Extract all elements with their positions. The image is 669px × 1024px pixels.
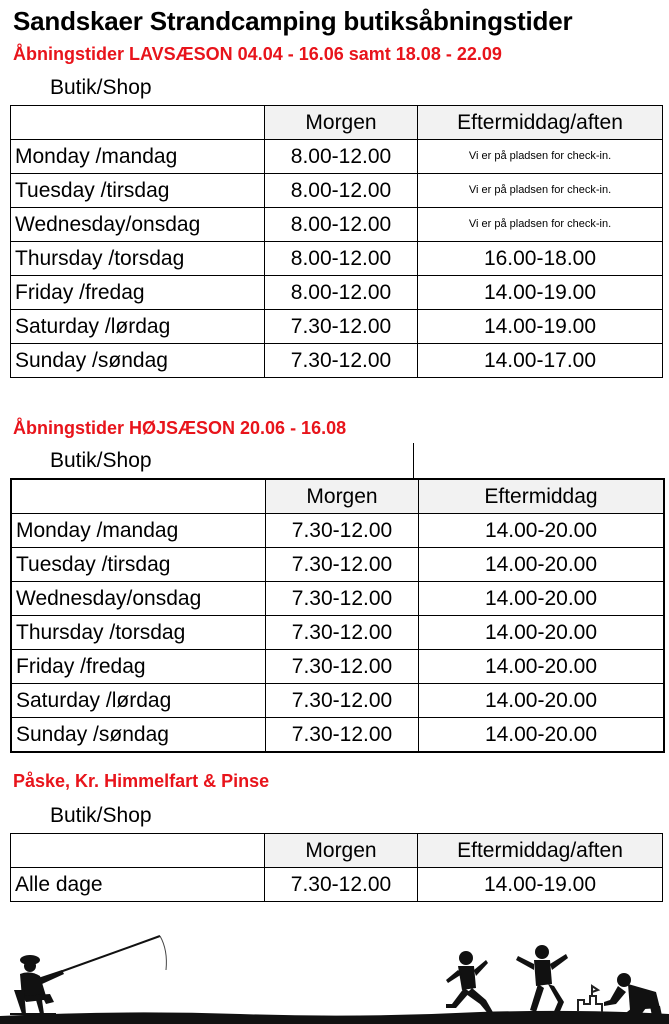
sandcastle-icon bbox=[578, 986, 602, 1012]
jumping-child-icon bbox=[516, 945, 568, 1016]
ground-silhouette bbox=[0, 1011, 669, 1024]
day-cell: Sunday /søndag bbox=[11, 344, 265, 378]
table-row bbox=[11, 684, 664, 718]
afternoon-cell: Vi er på pladsen for check-in. bbox=[418, 174, 663, 208]
column-divider bbox=[413, 443, 414, 479]
morning-cell: 7.30-12.00 bbox=[265, 310, 418, 344]
day-cell: Tuesday /tirsdag bbox=[11, 174, 265, 208]
afternoon-cell: Vi er på pladsen for check-in. bbox=[418, 140, 663, 174]
season-heading-low: Åbningstider LAVSÆSON 04.04 - 16.06 samt 18.08 - 22.09 bbox=[13, 44, 502, 64]
table-row bbox=[11, 548, 664, 582]
table-row bbox=[11, 242, 663, 276]
afternoon-cell: 16.00-18.00 bbox=[418, 242, 663, 276]
hours-table-low bbox=[10, 105, 663, 378]
header-empty-cell bbox=[11, 479, 266, 514]
day-cell: Friday /fredag bbox=[11, 276, 265, 310]
shop-label-low: Butik/Shop bbox=[50, 76, 152, 99]
table-row bbox=[11, 310, 663, 344]
table-header-row bbox=[11, 479, 664, 514]
afternoon-cell: 14.00-17.00 bbox=[418, 344, 663, 378]
table-row bbox=[11, 718, 664, 753]
day-cell: Saturday /lørdag bbox=[11, 310, 265, 344]
page-title: Sandskaer Strandcamping butiksåbningstider bbox=[13, 6, 573, 36]
morning-cell: 7.30-12.00 bbox=[266, 718, 419, 753]
morning-cell: 7.30-12.00 bbox=[265, 868, 418, 902]
morning-cell: 7.30-12.00 bbox=[266, 650, 419, 684]
morning-cell: 7.30-12.00 bbox=[266, 514, 419, 548]
table-header-row bbox=[11, 106, 663, 140]
day-cell: Tuesday /tirsdag bbox=[11, 548, 266, 582]
table-row bbox=[11, 582, 664, 616]
table-row bbox=[11, 344, 663, 378]
table-header-row bbox=[11, 834, 663, 868]
hours-table-holiday bbox=[10, 833, 663, 902]
afternoon-cell: 14.00-20.00 bbox=[419, 514, 665, 548]
afternoon-cell: 14.00-19.00 bbox=[418, 868, 663, 902]
beach-silhouette-illustration bbox=[0, 930, 669, 1024]
day-cell: Thursday /torsdag bbox=[11, 242, 265, 276]
shop-label-high: Butik/Shop bbox=[50, 449, 152, 472]
season-heading-high: Åbningstider HØJSÆSON 20.06 - 16.08 bbox=[13, 418, 347, 438]
morning-cell: 7.30-12.00 bbox=[265, 344, 418, 378]
table-row bbox=[11, 276, 663, 310]
table-row bbox=[11, 616, 664, 650]
table-row bbox=[11, 514, 664, 548]
day-cell: Wednesday/onsdag bbox=[11, 582, 266, 616]
afternoon-cell: 14.00-19.00 bbox=[418, 310, 663, 344]
header-morning: Morgen bbox=[265, 834, 418, 868]
header-empty-cell bbox=[11, 106, 265, 140]
afternoon-cell: 14.00-20.00 bbox=[419, 548, 665, 582]
morning-cell: 7.30-12.00 bbox=[266, 548, 419, 582]
afternoon-cell: Vi er på pladsen for check-in. bbox=[418, 208, 663, 242]
morning-cell: 7.30-12.00 bbox=[266, 616, 419, 650]
afternoon-cell: 14.00-20.00 bbox=[419, 582, 665, 616]
morning-cell: 7.30-12.00 bbox=[266, 684, 419, 718]
day-cell: Alle dage bbox=[11, 868, 265, 902]
afternoon-cell: 14.00-20.00 bbox=[419, 718, 665, 753]
table-row bbox=[11, 140, 663, 174]
day-cell: Thursday /torsdag bbox=[11, 616, 266, 650]
header-morning: Morgen bbox=[266, 479, 419, 514]
table-row bbox=[11, 650, 664, 684]
header-afternoon: Eftermiddag/aften bbox=[418, 106, 663, 140]
day-cell: Monday /mandag bbox=[11, 140, 265, 174]
afternoon-cell: 14.00-20.00 bbox=[419, 650, 665, 684]
morning-cell: 8.00-12.00 bbox=[265, 174, 418, 208]
morning-cell: 8.00-12.00 bbox=[265, 276, 418, 310]
hours-table-high bbox=[10, 478, 665, 753]
header-morning: Morgen bbox=[265, 106, 418, 140]
afternoon-cell: 14.00-20.00 bbox=[419, 616, 665, 650]
day-cell: Wednesday/onsdag bbox=[11, 208, 265, 242]
crawling-child-icon bbox=[604, 973, 662, 1016]
shop-label-holiday: Butik/Shop bbox=[50, 804, 152, 827]
day-cell: Monday /mandag bbox=[11, 514, 266, 548]
day-cell: Sunday /søndag bbox=[11, 718, 266, 753]
afternoon-cell: 14.00-19.00 bbox=[418, 276, 663, 310]
morning-cell: 8.00-12.00 bbox=[265, 242, 418, 276]
fishing-person-icon bbox=[10, 936, 166, 1014]
morning-cell: 8.00-12.00 bbox=[265, 140, 418, 174]
day-cell: Saturday /lørdag bbox=[11, 684, 266, 718]
table-row bbox=[11, 174, 663, 208]
header-afternoon: Eftermiddag/aften bbox=[418, 834, 663, 868]
table-row bbox=[11, 208, 663, 242]
day-cell: Friday /fredag bbox=[11, 650, 266, 684]
running-child-icon bbox=[446, 951, 494, 1016]
holiday-heading: Påske, Kr. Himmelfart & Pinse bbox=[13, 771, 270, 791]
table-row bbox=[11, 868, 663, 902]
morning-cell: 7.30-12.00 bbox=[266, 582, 419, 616]
header-afternoon: Eftermiddag bbox=[419, 479, 665, 514]
morning-cell: 8.00-12.00 bbox=[265, 208, 418, 242]
header-empty-cell bbox=[11, 834, 265, 868]
afternoon-cell: 14.00-20.00 bbox=[419, 684, 665, 718]
